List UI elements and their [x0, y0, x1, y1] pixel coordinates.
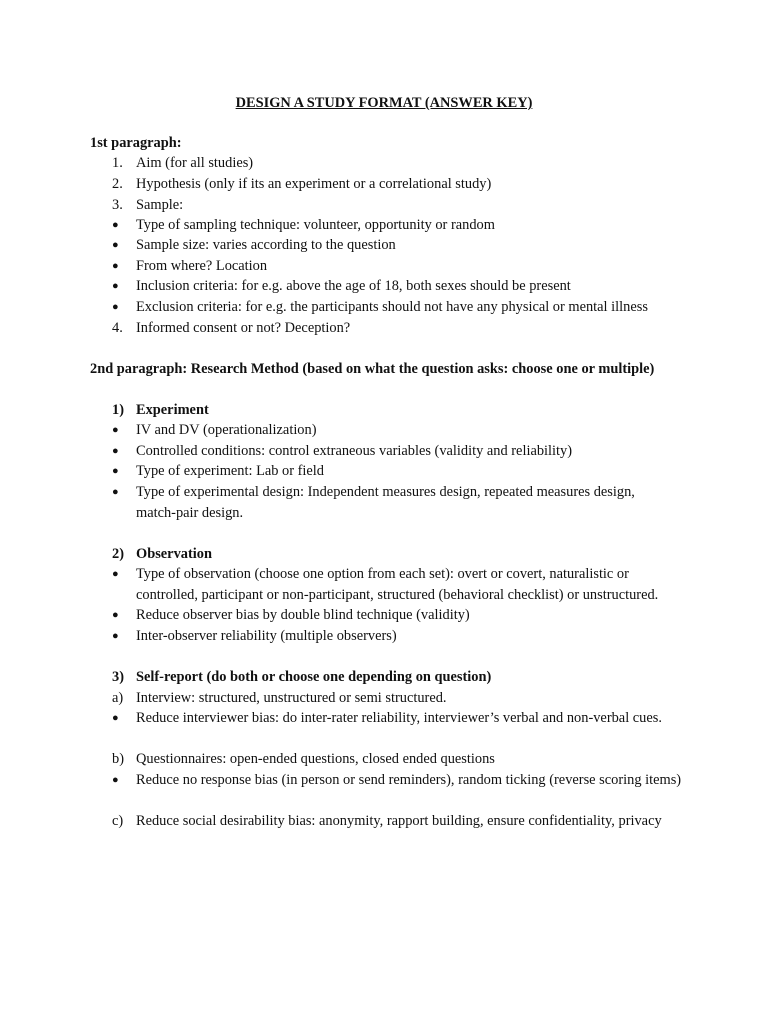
bullet-icon: ● [112, 280, 119, 292]
list-text: Sample: [136, 197, 184, 213]
list-text: match-pair design. [136, 505, 244, 521]
bullet-icon: ● [112, 568, 119, 580]
section-heading-text: Self-report (do both or choose one depending on question) [136, 669, 492, 685]
list-text: IV and DV (operationalization) [136, 422, 317, 438]
bullet-icon: ● [112, 609, 119, 621]
list-marker: 4. [112, 320, 123, 336]
list-text: controlled, participant or non-participant, structured (behavioral checklist) or unstructured. [136, 587, 659, 603]
list-text: Informed consent or not? Deception? [136, 320, 351, 336]
paragraph-2-heading: 2nd paragraph: Research Method (based on what the question asks: choose one or multiple) [90, 361, 655, 377]
bullet-icon: ● [112, 712, 119, 724]
list-text: Interview: structured, unstructured or semi structured. [136, 690, 447, 706]
list-text: Sample size: varies according to the question [136, 237, 396, 253]
list-marker: 2) [112, 546, 124, 562]
list-marker: 3) [112, 669, 124, 685]
list-text: Inter-observer reliability (multiple observers) [136, 628, 397, 644]
bullet-icon: ● [112, 774, 119, 786]
list-marker: b) [112, 751, 124, 767]
list-text: Questionnaires: open-ended questions, closed ended questions [136, 751, 495, 767]
list-text: Controlled conditions: control extraneous variables (validity and reliability) [136, 443, 573, 459]
bullet-icon: ● [112, 260, 119, 272]
list-marker: 1) [112, 402, 124, 418]
bullet-icon: ● [112, 486, 119, 498]
list-text: Reduce social desirability bias: anonymity, rapport building, ensure confidentiality, privacy [136, 813, 662, 829]
list-text: From where? Location [136, 258, 268, 274]
list-text: Inclusion criteria: for e.g. above the age of 18, both sexes should be present [136, 278, 571, 294]
list-text: Type of experiment: Lab or field [136, 463, 324, 479]
list-text: Type of experimental design: Independent measures design, repeated measures design, [136, 484, 635, 500]
list-text: Exclusion criteria: for e.g. the participants should not have any physical or mental illness [136, 299, 648, 315]
list-text: Aim (for all studies) [136, 155, 254, 171]
list-marker: a) [112, 690, 124, 706]
list-text: Reduce observer bias by double blind technique (validity) [136, 607, 470, 623]
list-marker: c) [112, 813, 124, 829]
bullet-icon: ● [112, 219, 119, 231]
paragraph-1-heading: 1st paragraph: [90, 135, 182, 151]
bullet-icon: ● [112, 301, 119, 313]
bullet-icon: ● [112, 465, 119, 477]
list-text: Type of sampling technique: volunteer, opportunity or random [136, 217, 495, 233]
section-heading-text: Experiment [136, 402, 209, 418]
list-text: Reduce no response bias (in person or send reminders), random ticking (reverse scoring items) [136, 772, 682, 788]
list-marker: 2. [112, 176, 123, 192]
list-text: Hypothesis (only if its an experiment or a correlational study) [136, 176, 492, 192]
section-heading-text: Observation [136, 546, 212, 562]
list-text: Type of observation (choose one option from each set): overt or covert, naturalistic or [136, 566, 629, 582]
list-marker: 1. [112, 155, 123, 171]
bullet-icon: ● [112, 445, 119, 457]
list-text: Reduce interviewer bias: do inter-rater reliability, interviewer’s verbal and non-verbal cues. [136, 710, 662, 726]
document-title: DESIGN A STUDY FORMAT (ANSWER KEY) [235, 95, 533, 111]
bullet-icon: ● [112, 239, 119, 251]
bullet-icon: ● [112, 424, 119, 436]
list-marker: 3. [112, 197, 123, 213]
bullet-icon: ● [112, 630, 119, 642]
